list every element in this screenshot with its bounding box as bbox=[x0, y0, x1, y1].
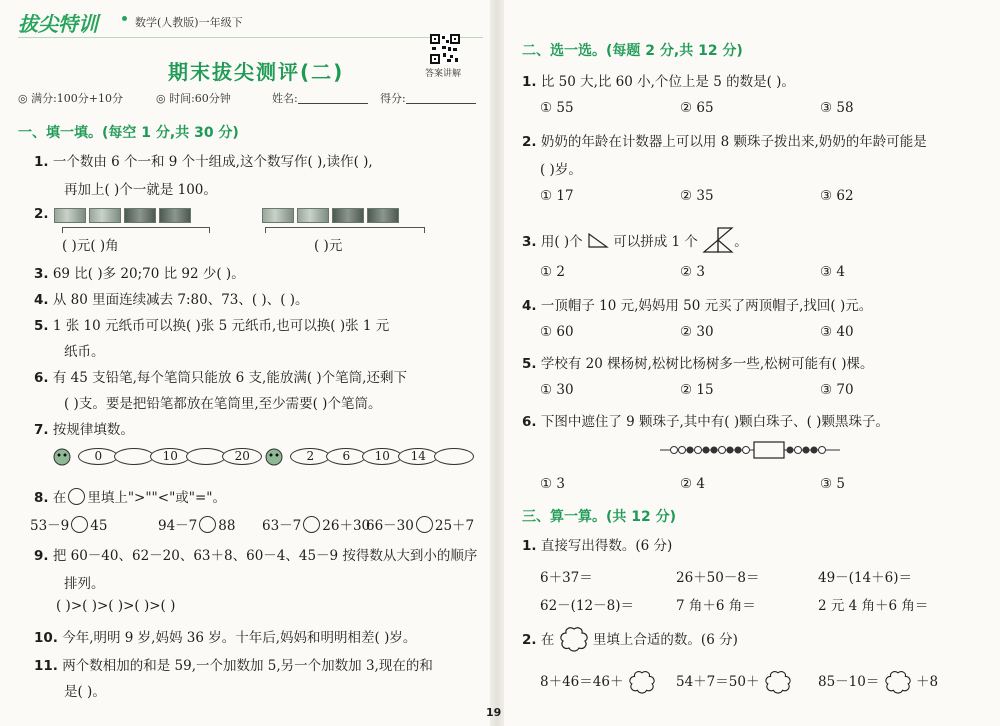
compare-circle[interactable] bbox=[71, 516, 88, 533]
q2-number: 2. bbox=[34, 206, 49, 222]
time-limit: ◎ 时间:60分钟 bbox=[156, 92, 231, 105]
s2-q6: 6. 下图中遮住了 9 颗珠子,其中有( )颗白珠子、( )颗黑珠子。 bbox=[522, 414, 889, 430]
brand-logo: 拔尖特训 bbox=[18, 12, 98, 36]
q10: 10. 今年,明明 9 岁,妈妈 36 岁。十年后,妈妈和明明相差( )岁。 bbox=[34, 630, 417, 646]
option[interactable]: ① 55 bbox=[540, 100, 574, 116]
header-divider bbox=[18, 37, 483, 38]
option[interactable]: ② 30 bbox=[680, 324, 714, 340]
book-subtitle: 数学(人教版)一年级下 bbox=[135, 16, 243, 29]
calc-item: 26＋50－8＝ bbox=[676, 570, 760, 586]
money-group-left bbox=[54, 208, 194, 223]
s2-q1: 1. 比 50 大,比 60 小,个位上是 5 的数是( )。 bbox=[522, 74, 795, 90]
compare-item: 53－9 45 bbox=[30, 518, 108, 534]
calc-item: 62－(12－8)＝ bbox=[540, 598, 634, 614]
q1-line2: 再加上( )个一就是 100。 bbox=[64, 182, 217, 198]
full-score: ◎ 满分:100分+10分 bbox=[18, 92, 124, 105]
q6-line2: ( )支。要是把铅笔都放在笔筒里,至少需要( )个笔筒。 bbox=[64, 396, 382, 412]
option[interactable]: ② 3 bbox=[680, 264, 705, 280]
q6-line1: 6. 有 45 支铅笔,每个笔筒只能放 6 支,能放满( )个笔筒,还剩下 bbox=[34, 370, 407, 386]
banknote-icon bbox=[297, 208, 329, 223]
option[interactable]: ③ 40 bbox=[820, 324, 854, 340]
option[interactable]: ② 35 bbox=[680, 188, 714, 204]
sequence-oval[interactable]: 2 bbox=[290, 448, 330, 465]
option[interactable]: ① 17 bbox=[540, 188, 574, 204]
q11-line1: 11. 两个数相加的和是 59,一个加数加 5,另一个加数加 3,现在的和 bbox=[34, 658, 433, 674]
option[interactable]: ③ 62 bbox=[820, 188, 854, 204]
flower-blank[interactable] bbox=[884, 670, 912, 694]
q7: 7. 按规律填数。 bbox=[34, 422, 134, 438]
option[interactable]: ① 60 bbox=[540, 324, 574, 340]
section3-title: 三、算一算。(共 12 分) bbox=[522, 509, 677, 525]
money-bracket-right bbox=[265, 227, 425, 233]
exam-title: 期末拔尖测评(二) bbox=[168, 60, 345, 84]
sequence-a bbox=[50, 446, 258, 466]
caterpillar-head-icon bbox=[50, 446, 74, 466]
option[interactable]: ③ 5 bbox=[820, 476, 845, 492]
name-label: 姓名: bbox=[272, 92, 298, 105]
calc-item: 6＋37＝ bbox=[540, 570, 593, 586]
q3: 3. 69 比( )多 20;70 比 92 少( )。 bbox=[34, 266, 245, 282]
option[interactable]: ② 15 bbox=[680, 382, 714, 398]
circle-icon bbox=[68, 488, 85, 505]
s2-q3: 3. 用( )个 可以拼成 1 个 。 bbox=[522, 226, 748, 254]
fill-equation: 85－10＝ ＋8 bbox=[818, 670, 938, 694]
q2-right-caption: ( )元 bbox=[314, 238, 343, 254]
banknote-icon bbox=[89, 208, 121, 223]
score-blank[interactable] bbox=[406, 92, 476, 104]
page-number: 19 bbox=[486, 706, 502, 719]
sequence-oval[interactable]: 10 bbox=[362, 448, 402, 465]
s2-q5: 5. 学校有 20 棵杨树,松树比杨树多一些,松树可能有( )棵。 bbox=[522, 356, 874, 372]
s2-q2-line2: ( )岁。 bbox=[540, 162, 582, 178]
sequence-oval[interactable]: 10 bbox=[150, 448, 190, 465]
fill-equation: 54＋7＝50＋ bbox=[676, 670, 792, 694]
triangle-icon bbox=[587, 232, 609, 248]
q2-left-caption: ( )元( )角 bbox=[62, 238, 119, 254]
banknote-icon bbox=[159, 208, 191, 223]
q5-line1: 5. 1 张 10 元纸币可以换( )张 5 元纸币,也可以换( )张 1 元 bbox=[34, 318, 390, 334]
flower-blank[interactable] bbox=[764, 670, 792, 694]
brand-dot bbox=[122, 16, 127, 21]
compare-item: 66－30 25＋7 bbox=[366, 518, 475, 534]
option[interactable]: ② 65 bbox=[680, 100, 714, 116]
compare-circle[interactable] bbox=[303, 516, 320, 533]
section1-title: 一、填一填。(每空 1 分,共 30 分) bbox=[18, 125, 239, 141]
name-blank[interactable] bbox=[298, 92, 368, 104]
flower-icon bbox=[559, 626, 589, 652]
name-field[interactable] bbox=[272, 90, 368, 106]
sequence-oval[interactable] bbox=[114, 448, 154, 465]
sequence-oval[interactable]: 20 bbox=[222, 448, 262, 465]
sequence-oval[interactable]: 14 bbox=[398, 448, 438, 465]
q8: 8. 在 里填上">""<"或"="。 bbox=[34, 490, 227, 506]
banknote-icon bbox=[332, 208, 364, 223]
bead-string-figure bbox=[660, 438, 840, 462]
q9-line1: 9. 把 60－40、62－20、63＋8、60－4、45－9 按得数从大到小的顺序 bbox=[34, 548, 478, 564]
banknote-icon bbox=[262, 208, 294, 223]
option[interactable]: ① 2 bbox=[540, 264, 565, 280]
qr-label: 答案讲解 bbox=[425, 69, 462, 79]
s2-q4: 4. 一顶帽子 10 元,妈妈用 50 元买了两顶帽子,找回( )元。 bbox=[522, 298, 873, 314]
option[interactable]: ③ 58 bbox=[820, 100, 854, 116]
section2-title: 二、选一选。(每题 2 分,共 12 分) bbox=[522, 43, 743, 59]
q11-line2: 是( )。 bbox=[64, 684, 106, 700]
calc-item: 2 元 4 角＋6 角＝ bbox=[818, 598, 929, 614]
fill-equation: 8＋46＝46＋ bbox=[540, 670, 656, 694]
sequence-oval[interactable] bbox=[186, 448, 226, 465]
flower-blank[interactable] bbox=[628, 670, 656, 694]
q1-line1: 1. 一个数由 6 个一和 9 个十组成,这个数写作( ),读作( ), bbox=[34, 154, 373, 170]
compare-item: 63－7 26＋30 bbox=[262, 518, 371, 534]
cover-box bbox=[754, 442, 784, 458]
option[interactable]: ③ 70 bbox=[820, 382, 854, 398]
money-bracket-left bbox=[62, 227, 210, 233]
s2-q2-line1: 2. 奶奶的年龄在计数器上可以用 8 颗珠子拨出来,奶奶的年龄可能是 bbox=[522, 134, 927, 150]
option[interactable]: ① 3 bbox=[540, 476, 565, 492]
q5-line2: 纸币。 bbox=[64, 344, 105, 360]
calc-item: 7 角＋6 角＝ bbox=[676, 598, 756, 614]
right-page bbox=[500, 0, 1000, 726]
option[interactable]: ① 30 bbox=[540, 382, 574, 398]
caterpillar-head-icon bbox=[262, 446, 286, 466]
compare-item: 94－7 88 bbox=[158, 518, 236, 534]
sequence-oval[interactable]: 6 bbox=[326, 448, 366, 465]
s3-q1: 1. 直接写出得数。(6 分) bbox=[522, 538, 673, 554]
sequence-b bbox=[262, 446, 470, 466]
banknote-icon bbox=[367, 208, 399, 223]
option[interactable]: ③ 4 bbox=[820, 264, 845, 280]
q9-order-blanks: ( )>( )>( )>( )>( ) bbox=[56, 598, 176, 614]
banknote-icon bbox=[124, 208, 156, 223]
q4: 4. 从 80 里面连续减去 7:80、73、( )、( )。 bbox=[34, 292, 309, 308]
calc-item: 49－(14＋6)＝ bbox=[818, 570, 912, 586]
option[interactable]: ② 4 bbox=[680, 476, 705, 492]
score-label: 得分: bbox=[380, 92, 406, 105]
qr-code-icon[interactable] bbox=[430, 34, 460, 64]
sequence-oval[interactable]: 0 bbox=[78, 448, 118, 465]
score-field[interactable] bbox=[380, 90, 476, 106]
sequence-oval[interactable] bbox=[434, 448, 474, 465]
money-group-right bbox=[262, 208, 402, 223]
compare-circle[interactable] bbox=[199, 516, 216, 533]
q9-line2: 排列。 bbox=[64, 576, 105, 592]
s3-q2: 2. 在 里填上合适的数。(6 分) bbox=[522, 626, 738, 652]
composite-shape-icon bbox=[702, 226, 734, 254]
compare-circle[interactable] bbox=[416, 516, 433, 533]
banknote-icon bbox=[54, 208, 86, 223]
